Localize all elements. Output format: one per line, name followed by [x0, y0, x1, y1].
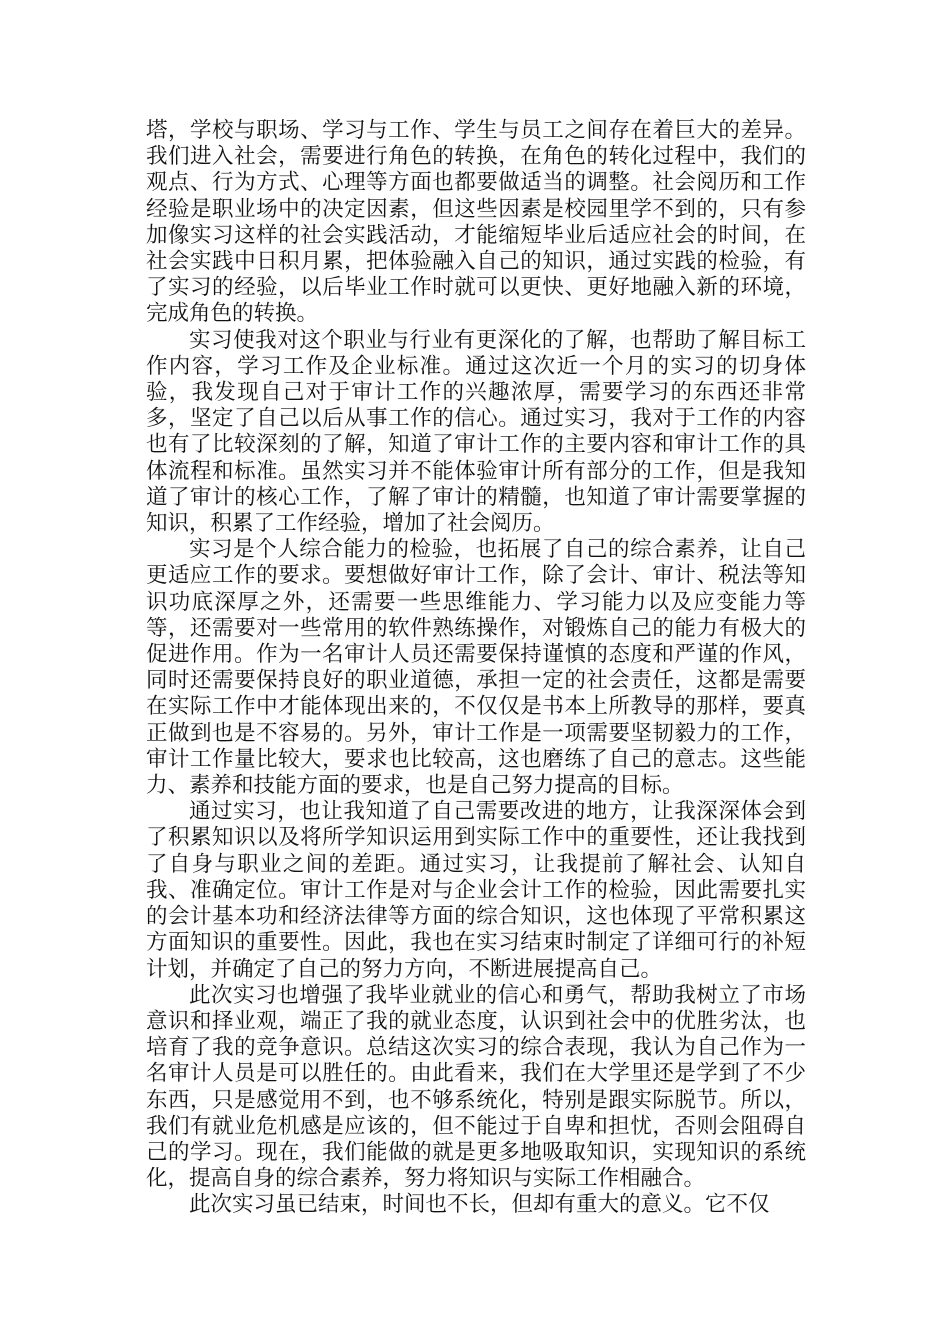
paragraph-6: 此次实习虽已结束，时间也不长，但却有重大的意义。它不仅 [189, 1192, 770, 1218]
paragraph-4: 通过实习，也让我知道了自己需要改进的地方，让我深深体会到了积累知识以及将所学知识运用到实际工作中的重要性，还让我找到了自身与职业之间的差距。通过实习，让我提前了解社会、认知自我、准确定位。审计工作是对与企业会计工作的检验，因此需要扎实的会计基本功和经济法律等方面的综合知识，这也体现了平常积累这方面知识的重要性。因此，我也在实习结束时制定了详细可行的补短计划，并确定了自己的努力方向，不断进展提高自己。 [146, 799, 806, 982]
paragraph-3: 实习是个人综合能力的检验，也拓展了自己的综合素养，让自己更适应工作的要求。要想做好审计工作，除了会计、审计、税法等知识功底深厚之外，还需要一些思维能力、学习能力以及应变能力等等，还需要对一些常用的软件熟练操作，对锻炼自己的能力有极大的促进作用。作为一名审计人员还需要保持谨慎的态度和严谨的作风，同时还需要保持良好的职业道德，承担一定的社会责任，这都是需要在实际工作中才能体现出来的，不仅仅是书本上所教导的那样，要真正做到也是不容易的。另外，审计工作是一项需要坚韧毅力的工作，审计工作量比较大，要求也比较高，这也磨练了自己的意志。这些能力、素养和技能方面的要求，也是自己努力提高的目标。 [146, 537, 806, 799]
paragraph-2: 实习使我对这个职业与行业有更深化的了解，也帮助了解目标工作内容，学习工作及企业标准。通过这次近一个月的实习的切身体验，我发现自己对于审计工作的兴趣浓厚，需要学习的东西还非常多，坚定了自己以后从事工作的信心。通过实习，我对于工作的内容也有了比较深刻的了解，知道了审计工作的主要内容和审计工作的具体流程和标准。虽然实习并不能体验审计所有部分的工作，但是我知道了审计的核心工作，了解了审计的精髓，也知道了审计需要掌握的知识，积累了工作经验，增加了社会阅历。 [146, 327, 806, 537]
paragraph-5: 此次实习也增强了我毕业就业的信心和勇气，帮助我树立了市场意识和择业观，端正了我的就业态度，认识到社会中的优胜劣汰，也培育了我的竞争意识。总结这次实习的综合表现，我认为自己作为一名审计人员是可以胜任的。由此看来，我们在大学里还是学到了不少东西，只是感觉用不到，也不够系统化，特别是跟实际脱节。所以，我们有就业危机感是应该的，但不能过于自卑和担忧，否则会阻碍自己的学习。现在，我们能做的就是更多地吸取知识，实现知识的系统化，提高自身的综合素养，努力将知识与实际工作相融合。 [146, 982, 806, 1192]
document-body [146, 118, 806, 1219]
paragraph-1: 塔，学校与职场、学习与工作、学生与员工之间存在着巨大的差异。我们进入社会，需要进行角色的转换，在角色的转化过程中，我们的观点、行为方式、心理等方面也都要做适当的调整。社会阅历和工作经验是职业场中的决定因素，但这些因素是校园里学不到的，只有参加像实习这样的社会实践活动，才能缩短毕业后适应社会的时间，在社会实践中日积月累，把体验融入自己的知识，通过实践的检验，有了实习的经验，以后毕业工作时就可以更快、更好地融入新的环境，完成角色的转换。 [146, 118, 806, 327]
